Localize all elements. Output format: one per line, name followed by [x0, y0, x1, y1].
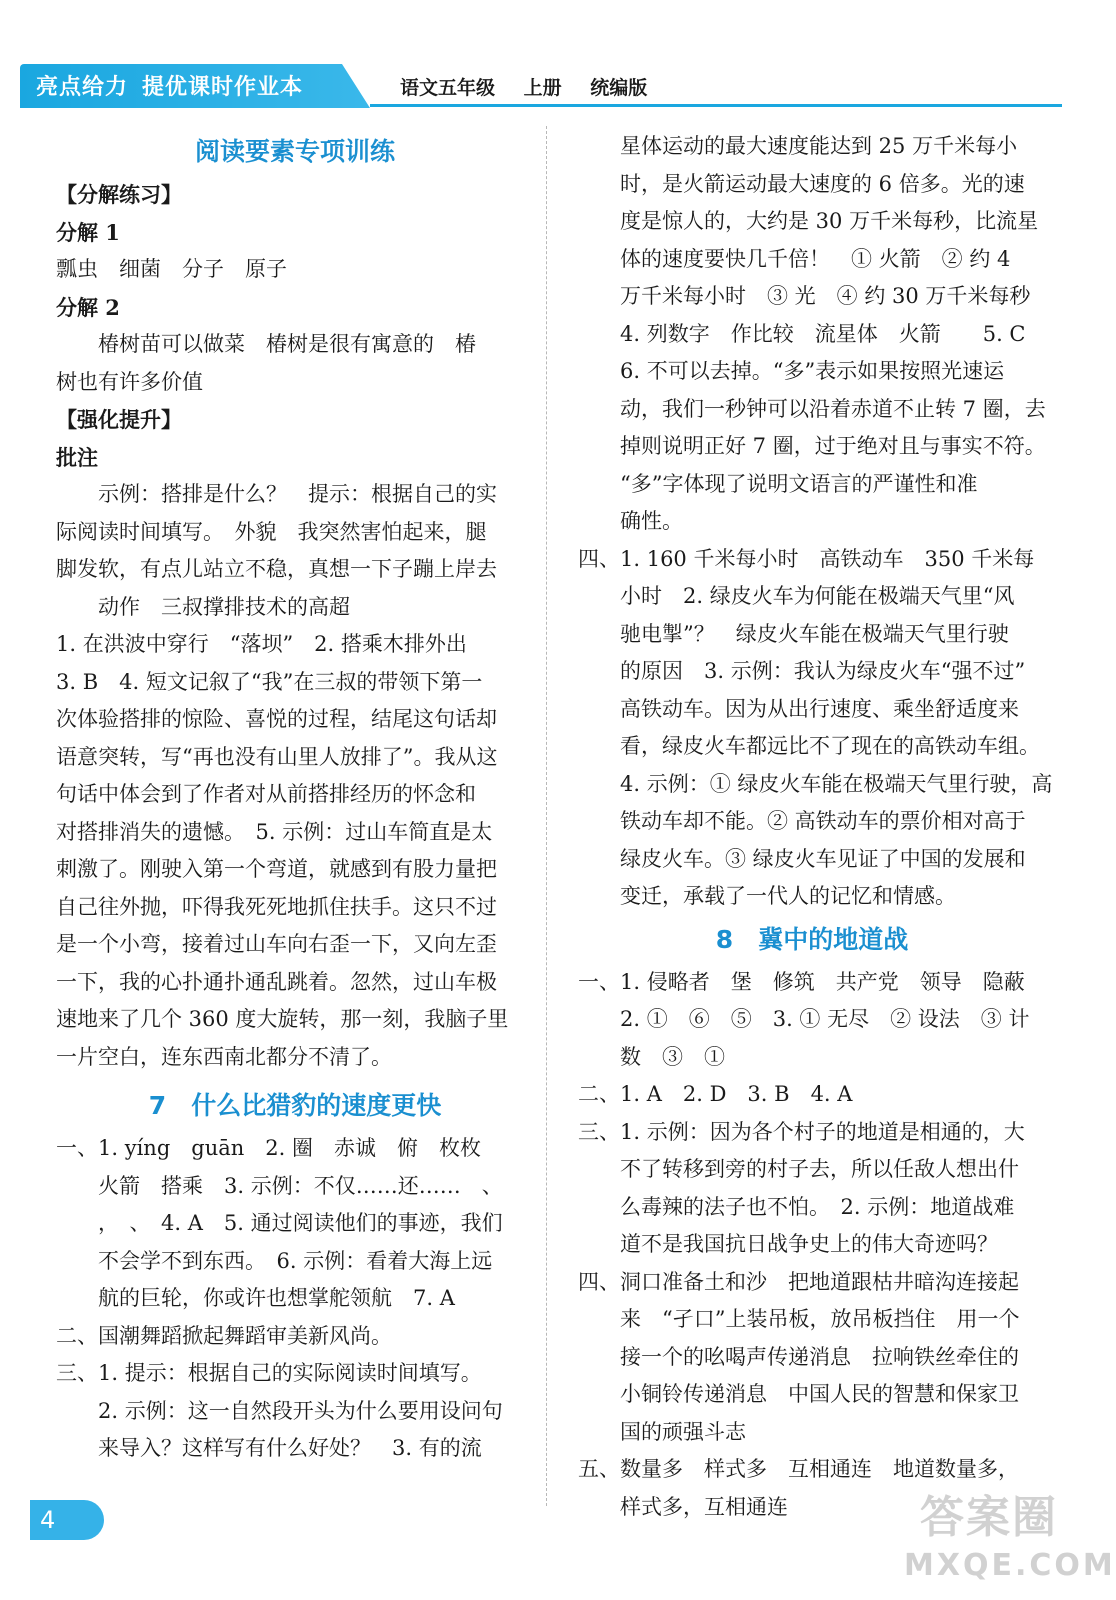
answer-line: 数 ③ ① [620, 1044, 725, 1069]
answer-line: ， 、 4. A 5. 通过阅读他们的事迹，我们 [98, 1211, 503, 1235]
answer-line: 小时 2. 绿皮火车为何能在极端天气里“风 [620, 584, 1015, 608]
answer-line: 四、1. 160 千米每小时 高铁动车 350 千米每 [578, 546, 1035, 571]
watermark-url: MXQE.COM [904, 1548, 1116, 1583]
answer-line: 动作 三叔撑排技术的高超 [98, 594, 350, 619]
book-series: 提优课时作业本 [142, 75, 304, 100]
answer-line: 树也有许多价值 [56, 369, 203, 394]
answer-line: 来导入？这样写有什么好处？ 3. 有的流 [98, 1436, 482, 1460]
answer-line: 分解 2 [56, 294, 120, 320]
right-answer-lines [578, 128, 1053, 916]
answer-line: 么毒辣的法子也不怕。 2. 示例：地道战难 [620, 1194, 1015, 1219]
answer-line: 万千米每小时 ③ 光 ④ 约 30 万千米每秒 [620, 284, 1031, 308]
answer-line: 样式多，互相通连 [620, 1494, 788, 1519]
answer-line: 6. 不可以去掉。“多”表示如果按照光速运 [620, 359, 1005, 383]
section-title-lesson-7: 7 什么比猎豹的速度更快 [148, 1091, 442, 1120]
answer-line: 道不是我国抗日战争史上的伟大奇迹吗？ [620, 1232, 998, 1256]
answer-line: 次体验搭排的惊险、喜悦的过程，结尾这句话却 [56, 707, 497, 731]
answer-line: 对搭排消失的遗憾。 5. 示例：过山车简直是太 [56, 819, 493, 844]
answer-line: 四、洞口准备土和沙 把地道跟枯井暗沟连接起 [578, 1269, 1019, 1294]
answer-line: 语意突转，写“再也没有山里人放排了”。我从这 [56, 744, 498, 769]
answer-line: 来 “孑口”上装吊板，放吊板挡住 用一个 [620, 1307, 1020, 1331]
answer-line: 分解 1 [56, 219, 120, 245]
answer-line: 的原因 3. 示例：我认为绿皮火车“强不过” [620, 659, 1026, 683]
answer-line: 变迁，承载了一代人的记忆和情感。 [620, 884, 956, 908]
answer-line: 一、1. yíng guān 2. 圈 赤诚 俯 枚枚 [56, 1136, 481, 1160]
answer-line: 驰电掣”？ 绿皮火车能在极端天气里行驶 [620, 621, 1009, 646]
answer-line: 绿皮火车。③ 绿皮火车见证了中国的发展和 [620, 846, 1026, 871]
answer-line: 五、数量多 样式多 互相通连 地道数量多， [578, 1457, 1019, 1481]
answer-line: 接一个的吆喝声传递消息 拉响铁丝牵住的 [620, 1344, 1019, 1369]
answer-line: 高铁动车。因为从出行速度、乘坐舒适度来 [620, 696, 1019, 721]
answer-line: 看，绿皮火车都远比不了现在的高铁动车组。 [620, 734, 1040, 758]
answer-line: 星体运动的最大速度能达到 25 万千米每小 [620, 134, 1018, 158]
section-title-lesson-8: 8 冀中的地道战 [715, 924, 909, 954]
answer-line: 【分解练习】 [56, 182, 182, 207]
answer-line: 一下，我的心扑通扑通乱跳着。忽然，过山车极 [56, 969, 497, 994]
answer-line: 三、1. 示例：因为各个村子的地道是相通的，大 [578, 1119, 1025, 1144]
answer-line: 动，我们一秒钟可以沿着赤道不止转 7 圈，去 [620, 396, 1046, 421]
answer-line: 三、1. 提示：根据自己的实际阅读时间填写。 [56, 1361, 482, 1385]
answer-line: 时，是火箭运动最大速度的 6 倍多。光的速 [620, 171, 1025, 196]
answer-line: 椿树苗可以做菜 椿树是很有寓意的 椿 [98, 332, 476, 356]
lesson-8-answer-lines [578, 964, 1046, 1527]
answer-line: 火箭 搭乘 3. 示例：不仅……还…… 、 [98, 1173, 503, 1198]
answer-line: 自己往外抛，吓得我死死地抓住扶手。这只不过 [56, 894, 497, 919]
watermark-text: 答案圈 [920, 1492, 1058, 1543]
answer-line: 国的顽强斗志 [620, 1419, 746, 1444]
left-column [56, 128, 534, 1468]
answer-line: 度是惊人的，大约是 30 万千米每秒，比流星 [620, 209, 1039, 233]
answer-line: 际阅读时间填写。 外貌 我突然害怕起来，腿 [56, 519, 487, 544]
answer-line: 不会学不到东西。 6. 示例：看着大海上远 [98, 1248, 493, 1273]
answer-line: 二、国潮舞蹈掀起舞蹈审美新风尚。 [56, 1323, 392, 1348]
answer-line: 二、1. A 2. D 3. B 4. A [578, 1082, 853, 1106]
answer-line: 【强化提升】 [56, 407, 182, 432]
page-number: 4 [30, 1500, 104, 1540]
answer-line: 航的巨轮，你或许也想掌舵领航 7. A [98, 1286, 455, 1310]
answer-line: 一、1. 侵略者 堡 修筑 共产党 领导 隐蔽 [578, 969, 1025, 994]
answer-line: 示例：搭排是什么？ 提示：根据自己的实 [98, 482, 497, 506]
answer-line: “多”字体现了说明文语言的严谨性和准 [620, 471, 978, 496]
lesson-7-answer-lines [56, 1130, 534, 1468]
answer-line: 句话中体会到了作者对从前搭排经历的怀念和 [56, 782, 476, 806]
answer-line: 2. ① ⑥ ⑤ 3. ① 无尽 ② 设法 ③ 计 [620, 1007, 1030, 1031]
answer-line: 刺激了。刚驶入第一个弯道，就感到有股力量把 [56, 857, 497, 881]
left-answer-lines [56, 176, 534, 1076]
answer-line: 确性。 [620, 509, 683, 533]
brand-name: 亮点给力 [36, 75, 129, 100]
answer-line: 3. B 4. 短文记叙了“我”在三叔的带领下第一 [56, 669, 483, 694]
answer-line: 一片空白，连东西南北都分不清了。 [56, 1044, 392, 1069]
answer-line: 4. 示例：① 绿皮火车能在极端天气里行驶，高 [620, 771, 1053, 796]
answer-line: 不了转移到旁的村子去，所以任敌人想出什 [620, 1157, 1019, 1181]
right-column [578, 128, 1053, 1526]
brand-title [36, 70, 303, 106]
answer-line: 体的速度要快几千倍！ ① 火箭 ② 约 4 [620, 246, 1011, 271]
answer-line: 是一个小弯，接着过山车向右歪一下，又向左歪 [56, 932, 497, 956]
answer-line: 脚发软，有点儿站立不稳，真想一下子蹦上岸去 [56, 557, 497, 581]
section-title-reading: 阅读要素专项训练 [194, 137, 395, 166]
book-subject: 语文五年级 上册 统编版 [400, 77, 648, 99]
answer-line: 1. 在洪波中穿行 “落坝” 2. 搭乘木排外出 [56, 632, 467, 656]
answer-line: 掉则说明正好 7 圈，过于绝对且与事实不符。 [620, 434, 1046, 458]
answer-line: 小铜铃传递消息 中国人民的智慧和保家卫 [620, 1382, 1019, 1406]
answer-line: 速地来了几个 360 度大旋转，那一刻，我脑子里 [56, 1007, 509, 1031]
answer-line: 批注 [56, 444, 98, 470]
answer-line: 瓢虫 细菌 分子 原子 [56, 257, 287, 281]
page-header [0, 0, 1082, 110]
answer-line: 4. 列数字 作比较 流星体 火箭 5. C [620, 321, 1026, 346]
answer-line: 铁动车却不能。② 高铁动车的票价相对高于 [620, 809, 1026, 833]
column-divider [546, 126, 547, 1506]
watermark-logo [904, 1490, 1116, 1594]
answer-line: 2. 示例：这一自然段开头为什么要用设问句 [98, 1398, 503, 1423]
